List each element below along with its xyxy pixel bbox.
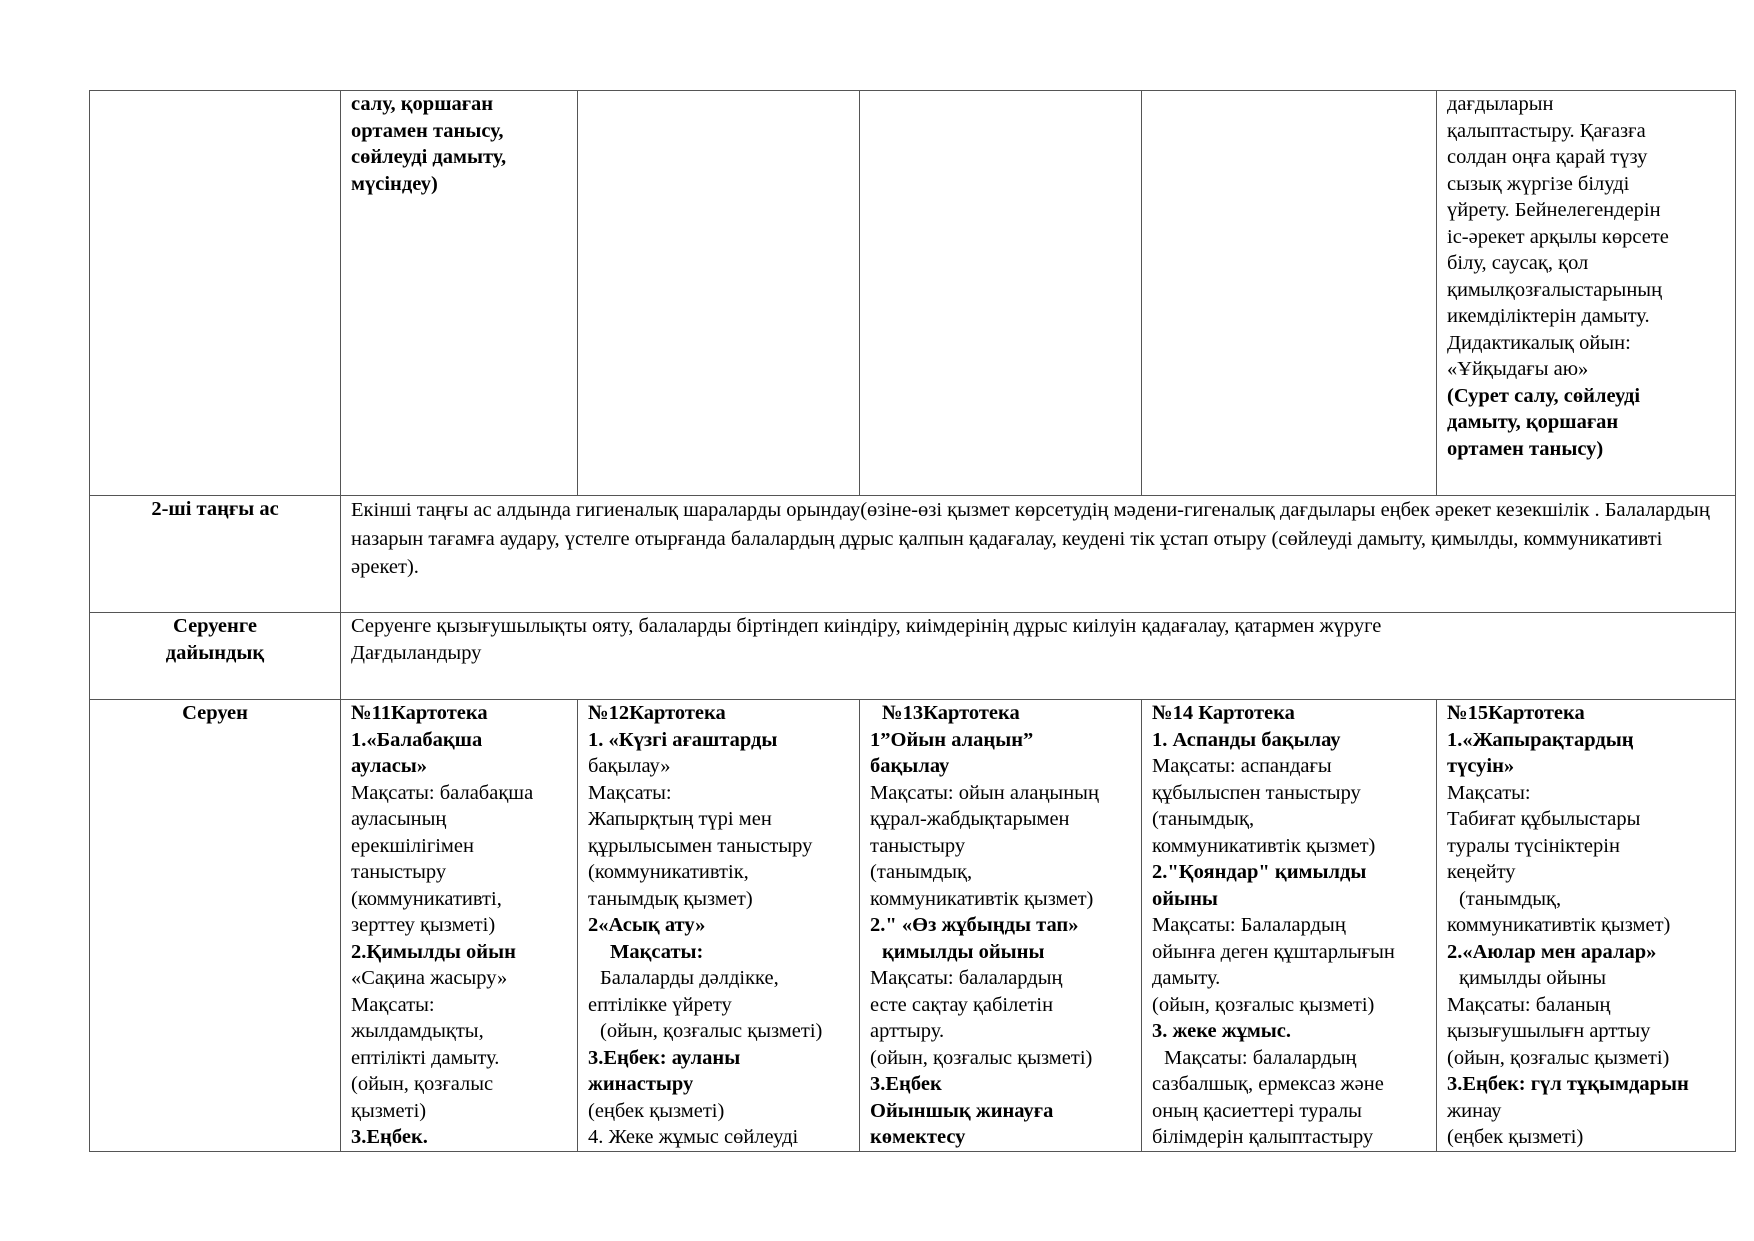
walk-preparation-text bbox=[341, 613, 1736, 700]
cell-line: Балаларды дәлдікке, bbox=[600, 967, 779, 989]
cell-line: коммуникативтік қызмет) bbox=[870, 887, 1094, 910]
cell-line: «Ұйқыдағы аю» bbox=[1447, 358, 1589, 380]
cell-line: түсуін» bbox=[1447, 755, 1515, 777]
table-row-continuation bbox=[90, 91, 1736, 496]
cell-line: жинастыру bbox=[588, 1073, 694, 1095]
cell-line: 1.«Жапырақтардың bbox=[1447, 728, 1634, 751]
cell-line: 2«Асық ату» bbox=[588, 914, 706, 936]
row1-col5-cell bbox=[1142, 91, 1437, 496]
schedule-table bbox=[89, 90, 1736, 1152]
cell-line: бақылау bbox=[870, 755, 950, 777]
cell-line: икемділіктерін дамыту. bbox=[1447, 305, 1650, 327]
cell-line: Мақсаты: Балалардың bbox=[1152, 914, 1346, 936]
second-breakfast-label: 2-ші таңғы ас bbox=[90, 496, 341, 613]
cell-line: (ойын, қозғалыс қызметі) bbox=[1447, 1046, 1670, 1069]
table-row-walk bbox=[90, 700, 1736, 1152]
table-row-second-breakfast bbox=[90, 496, 1736, 613]
cell-line: (коммуникативтік, bbox=[588, 861, 749, 883]
row1-col3-cell bbox=[578, 91, 860, 496]
cell-line: 3.Еңбек: гүл тұқымдарын bbox=[1447, 1073, 1689, 1095]
cell-line: солдан оңға қарай түзу bbox=[1447, 146, 1648, 168]
cell-line: Мақсаты: балалардың bbox=[870, 967, 1063, 989]
row1-col2-line: салу, қоршаған bbox=[351, 93, 494, 115]
cell-line: 2." «Өз жұбыңды тап» bbox=[870, 914, 1079, 936]
walk-preparation-label-line: дайындық bbox=[165, 641, 265, 664]
cell-line: құбылыспен таныстыру bbox=[1152, 781, 1361, 804]
walk-preparation-text-line: Серуенге қызығушылықты ояту, балаларды біртіндеп киіндіру, киімдерінің дұрыс киілуін қадағалау, қатармен жүруге bbox=[351, 615, 1382, 637]
cell-line: есте сақтау қабілетін bbox=[870, 993, 1054, 1016]
row1-col2-line: мүсіндеу) bbox=[351, 172, 438, 195]
cell-line: қызығушылығн арттыу bbox=[1447, 1020, 1651, 1042]
row1-label-cell bbox=[90, 91, 341, 496]
cell-line: қалыптастыру. Қағазға bbox=[1447, 119, 1646, 142]
row1-col6-cell bbox=[1437, 91, 1736, 496]
cell-line: ортамен танысу) bbox=[1447, 437, 1604, 460]
cell-line: кеңейту bbox=[1447, 861, 1516, 883]
cell-line: (танымдық, bbox=[1152, 808, 1255, 830]
row1-col2-line: ортамен танысу, bbox=[351, 119, 504, 142]
cell-line: (танымдық, bbox=[870, 861, 973, 883]
cell-line: 2.«Аюлар мен аралар» bbox=[1447, 940, 1657, 963]
cell-line: зерттеу қызметі) bbox=[351, 914, 496, 936]
cell-line: (еңбек қызметі) bbox=[1447, 1126, 1584, 1148]
cell-line: сазбалшық, ермексаз және bbox=[1152, 1073, 1384, 1095]
cell-line: Мақсаты: ойын алаңының bbox=[870, 781, 1099, 804]
cell-line: Мақсаты: баланың bbox=[1447, 993, 1611, 1016]
cell-line: оның қасиеттері туралы bbox=[1152, 1099, 1362, 1122]
cell-line: Дидактикалық ойын: bbox=[1447, 331, 1631, 354]
cell-line: бақылау» bbox=[588, 755, 671, 777]
cell-line: 1.«Балабақша bbox=[351, 728, 483, 751]
cell-line: дағдыларын bbox=[1447, 93, 1554, 115]
cell-line: таныстыру bbox=[870, 834, 966, 857]
cell-line: 3.Еңбек: ауланы bbox=[588, 1046, 741, 1069]
cell-line: үйрету. Бейнелегендерін bbox=[1447, 199, 1661, 221]
cell-line: ауласының bbox=[351, 808, 447, 830]
cell-line: 2.Қимылды ойын bbox=[351, 940, 516, 963]
row1-col2-line: сөйлеуді дамыту, bbox=[351, 146, 507, 168]
walk-wednesday-cell bbox=[860, 700, 1142, 1152]
cell-line: ептілікке үйрету bbox=[588, 993, 732, 1016]
cell-line: қимылды ойыны bbox=[1459, 967, 1606, 989]
second-breakfast-text: Екінші таңғы ас алдында гигиеналық шараларды орындау(өзіне-өзі қызмет көрсетудің мәдени-гигеналық дағдылары еңбек әрекет кезекшілік . Балалардың назарын тағамға аудару, үстелге отырғанда балалардың дұрыс қалпын қадағалау, кеудені тік ұстап отыру (сөйлеуді дамыту, қимылды, коммуникативті әрекет). bbox=[341, 496, 1736, 613]
cell-line: арттыру. bbox=[870, 1020, 945, 1042]
cell-line: 2."Қояндар" қимылды bbox=[1152, 861, 1367, 883]
cell-line: (ойын, қозғалыс қызметі) bbox=[600, 1020, 823, 1042]
cell-line: туралы түсініктерін bbox=[1447, 834, 1620, 857]
cell-line: Мақсаты: bbox=[1447, 781, 1531, 804]
cell-line: қызметі) bbox=[351, 1099, 427, 1122]
cell-line: жылдамдықты, bbox=[351, 1020, 484, 1042]
cell-line: көмектесу bbox=[870, 1126, 966, 1148]
cell-line: сызық жүргізе білуді bbox=[1447, 172, 1630, 195]
walk-tuesday-cell bbox=[578, 700, 860, 1152]
cell-line: 1”Ойын алаңын” bbox=[870, 728, 1034, 751]
cell-line: (танымдық, bbox=[1459, 887, 1562, 910]
cell-line: ерекшілігімен bbox=[351, 834, 474, 857]
cell-line: Жапырқтың түрі мен bbox=[588, 808, 772, 830]
cell-line: дамыту, қоршаған bbox=[1447, 411, 1619, 433]
cell-line: (коммуникативті, bbox=[351, 887, 502, 910]
row1-col2-cell bbox=[341, 91, 578, 496]
cell-line: құрал-жабдықтарымен bbox=[870, 808, 1070, 830]
cell-line: Мақсаты: bbox=[588, 781, 672, 804]
cell-line: (ойын, қозғалыс bbox=[351, 1073, 494, 1095]
cell-line: №15Картотека bbox=[1447, 702, 1585, 724]
cell-line: коммуникативтік қызмет) bbox=[1447, 914, 1671, 936]
cell-line: білімдерін қалыптастыру bbox=[1152, 1126, 1374, 1148]
cell-line: қимылқозғалыстарының bbox=[1447, 278, 1663, 301]
cell-line: 3.Еңбек bbox=[870, 1073, 942, 1095]
cell-line: 4. Жеке жұмыс сөйлеуді bbox=[588, 1126, 799, 1148]
row1-col4-cell bbox=[860, 91, 1142, 496]
cell-line: №14 Картотека bbox=[1152, 702, 1295, 724]
cell-line: ойыны bbox=[1152, 887, 1218, 910]
cell-line: таныстыру bbox=[351, 861, 447, 883]
cell-line: Мақсаты: аспандағы bbox=[1152, 755, 1332, 777]
cell-line: №13Картотека bbox=[882, 702, 1020, 724]
cell-line: 1. Аспанды бақылау bbox=[1152, 728, 1341, 751]
cell-line: 3.Еңбек. bbox=[351, 1126, 428, 1148]
cell-line: Мақсаты: балалардың bbox=[1164, 1046, 1357, 1069]
cell-line: дамыту. bbox=[1152, 967, 1221, 989]
cell-line: (ойын, қозғалыс қызметі) bbox=[1152, 993, 1375, 1016]
cell-line: жинау bbox=[1447, 1099, 1502, 1122]
cell-line: ойынға деген құштарлығын bbox=[1152, 940, 1395, 963]
cell-line: Мақсаты: bbox=[610, 940, 704, 963]
cell-line: ауласы» bbox=[351, 755, 428, 777]
cell-line: Ойыншық жинауға bbox=[870, 1099, 1054, 1122]
cell-line: «Сақина жасыру» bbox=[351, 967, 508, 989]
walk-monday-cell bbox=[341, 700, 578, 1152]
cell-line: Мақсаты: балабақша bbox=[351, 781, 534, 804]
cell-line: коммуникативтік қызмет) bbox=[1152, 834, 1376, 857]
cell-line: (еңбек қызметі) bbox=[588, 1099, 725, 1122]
cell-line: Мақсаты: bbox=[351, 993, 435, 1016]
walk-label: Серуен bbox=[90, 700, 341, 1152]
cell-line: №11Картотека bbox=[351, 702, 488, 724]
cell-line: ептілікті дамыту. bbox=[351, 1046, 500, 1069]
table-row-walk-preparation bbox=[90, 613, 1736, 700]
cell-line: (ойын, қозғалыс қызметі) bbox=[870, 1046, 1093, 1069]
cell-line: Табиғат құбылыстары bbox=[1447, 808, 1641, 830]
cell-line: №12Картотека bbox=[588, 702, 726, 724]
walk-friday-cell bbox=[1437, 700, 1736, 1152]
walk-preparation-label bbox=[90, 613, 341, 700]
cell-line: қимылды ойыны bbox=[882, 940, 1045, 963]
cell-line: 1. «Күзгі ағаштарды bbox=[588, 728, 778, 751]
cell-line: құрылысымен таныстыру bbox=[588, 834, 813, 857]
walk-preparation-label-line: Серуенге bbox=[173, 615, 257, 637]
cell-line: білу, саусақ, қол bbox=[1447, 252, 1589, 274]
cell-line: іс-әрекет арқылы көрсете bbox=[1447, 225, 1669, 248]
walk-preparation-text-line: Дағдыландыру bbox=[351, 641, 482, 664]
cell-line: 3. жеке жұмыс. bbox=[1152, 1020, 1292, 1042]
cell-line: танымдық қызмет) bbox=[588, 887, 753, 910]
walk-thursday-cell bbox=[1142, 700, 1437, 1152]
cell-line: (Сурет салу, сөйлеуді bbox=[1447, 384, 1641, 407]
